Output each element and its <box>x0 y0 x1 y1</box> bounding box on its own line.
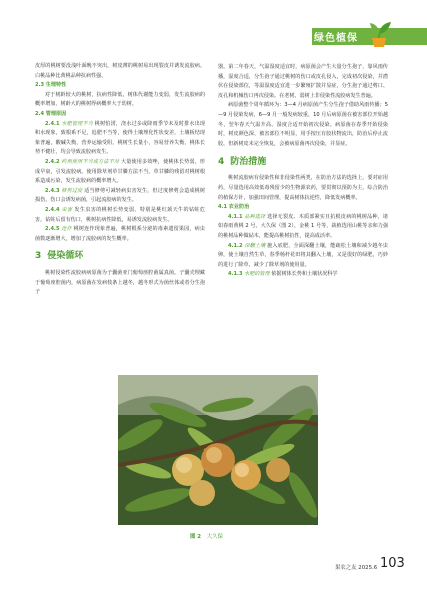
subsection-number: 2.4.5 <box>45 226 60 233</box>
heading-3 <box>35 248 205 266</box>
page-number: 103 <box>380 556 405 571</box>
subsection-number: 2.4.1 <box>45 120 60 127</box>
heading-4-title: 防治措施 <box>230 156 267 167</box>
subsection-title: 水肥的管理 <box>244 271 270 278</box>
paragraph-2-4-2 <box>35 158 205 187</box>
figure-label: 图 2 <box>190 534 202 540</box>
figure-caption <box>190 532 223 540</box>
subsection-text: 依据树体长势和土壤状况科学 <box>271 271 338 278</box>
subsection-text: 选择无裂皮、木质部紧实且抗根皮病的桃树品种，诸如春雨黄桃 2 号、大久保（图 2）、金桃 1 号等，栽植选用山桃等亲和力强的桃树品种做砧木，能提高桃树抗性，提高成活率。 <box>218 213 388 239</box>
heading-4 <box>218 153 388 171</box>
subsection-title: 虫害 <box>61 206 73 213</box>
paragraph-4-1-2 <box>218 242 388 271</box>
heading-4-1: 4.1 农业防治 <box>218 204 250 211</box>
subsection-text: 桃树连作现象普遍，桃树根系分泌的毒素遗留果园，病虫菌数逐渐增大，增加了流胶病的发生概率。 <box>35 226 205 242</box>
peach-photo <box>118 375 318 525</box>
heading-2-3: 2.3 生理特性 <box>35 82 67 89</box>
heading-2-4: 2.4 管理原因 <box>35 110 67 117</box>
intro-paragraph: 皮厚的桃树要没浅叶面晚不突出，树皮薄的桃树易出现裂皮并诱发流胶病。白桃品种比黄桃品种抗病性强。 <box>35 63 205 79</box>
paragraph-2-4-1 <box>35 120 205 158</box>
subsection-title: 深翻土壤 <box>244 242 266 249</box>
subsection-number: 4.1.1 <box>228 213 243 220</box>
subsection-title: 品种选择 <box>244 213 266 220</box>
subsection-number: 2.4.4 <box>45 206 60 213</box>
subsection-text: 桃树怕涝，浇水过多或降雨季节未及时排水出现积水现象，致根系不足，追肥不当等，使得土壤理化性状变差，土壤板结现象普遍，酸碱失衡，营养运输受阻，桃树生长量小，容易营养失衡，桃体长势不健壮，均会导致流胶病发生。 <box>35 120 205 156</box>
heading-3-title: 侵染循环 <box>47 251 84 262</box>
heading-3-number: 3 <box>35 251 42 262</box>
paragraph-4-1-3 <box>218 270 388 280</box>
paragraph-4: 桃树流胶病有侵染性和非侵染性两类，在防治方法的选择上，要对症用药，尽量选用高效低毒残留少的生物源农药，要贯彻以预防为主，综合防治的植保方针，加强田间管理，提高树体抗逆性，降低发病概率。 <box>218 175 388 201</box>
paragraph-cycle: 病原菌整个周年循环为：3—4 月病原菌产生分生孢子借助风雨传播；5—9 月侵染发病，6—9 月一般发病较重，10 月后病原菌在被害部位开始越冬，翌年春天气温升高、湿度合适开始初次侵染。病原菌在春季开始侵染时，树皮颜色深，被害部位不明显，用手按压有胶状物流出，防治后停止流胶，但新树皮未完全恢复，会被病原菌再次侵染，并显症。 <box>218 102 388 147</box>
right-column <box>218 63 388 280</box>
subsection-title: 连作 <box>61 226 72 233</box>
left-column <box>35 62 205 298</box>
subsection-number: 2.4.2 <box>45 158 60 165</box>
paragraph-2-4-5 <box>35 225 205 244</box>
paragraph-2-4-4 <box>35 206 205 225</box>
subsection-text: 发生虫害的桃树长势变弱，特别是桃红颈天牛的钻蛀危害，钻蛀后留有伤口，桃树抗病性降低，易诱发流胶病发生。 <box>35 206 205 223</box>
seedling-pot-icon <box>362 18 396 48</box>
paragraph-2-4-3 <box>35 187 205 206</box>
subsection-text: 适当修剪可减轻病虫害发生，但过度修剪会造成桃树损伤，伤口会诱发病菌，引起流胶病的发生。 <box>35 187 205 204</box>
paragraph-4-1-1 <box>218 213 388 242</box>
subsection-text: 大量使用多效唑，使桃体长势弱，形成早衰，引发流胶病。使用除草剂草甘膦方法不当，草甘膦的残留对桃树根系造成污染，发生流胶病的概率增大。 <box>35 158 205 185</box>
subsection-title: 药剂使用不当或方法不对 <box>61 158 120 165</box>
section-title: 绿色植保 <box>314 33 358 44</box>
subsection-number: 4.1.3 <box>228 271 243 278</box>
figure-caption-text: 大久保 <box>206 534 223 540</box>
paragraph-3: 桃树侵染性流胶病病原菌为子囊菌亚门葡萄座腔菌属真菌。子囊壳埋藏于葡萄座腔菌内，病原菌在发病枝条上越冬，越冬形式为菌丝体或者分生孢子 <box>35 270 205 296</box>
paragraph-2-3: 对于树龄较大的桃树，抗病性降低，树体代谢能力变弱，发生流胶病的概率增加，树龄大的桃树得病概率大于幼树。 <box>35 91 205 108</box>
heading-4-number: 4 <box>218 156 225 167</box>
paragraph-continued: 器。第二年春天，气温湿度适宜时，病原菌会产生大量分生孢子，靠风雨传播，湿度合适，分生孢子通过桃树的伤口或皮孔侵入，完成初次侵染，并潜伏在侵染部位，等温湿度适宜进一步繁殖扩散并显症，分生孢子通过剪口、皮孔和机械伤口再次侵染。在老树、弱树上非侵染性流胶病发生普遍。 <box>218 64 388 99</box>
subsection-text: 施入底肥，全面深翻土壤，能疏松土壤和减少越冬虫卵，使土壤自然生草，春季杨杆花田将其翻入土壤，又是很好的绿肥，巧妙的进行了除草，减少了除草剂的使用量。 <box>218 242 388 268</box>
subsection-number: 2.4.3 <box>45 187 60 194</box>
magazine-issue: 果农之友 2025.6 <box>335 565 378 571</box>
subsection-title: 水肥管理不当 <box>61 120 93 127</box>
subsection-number: 4.1.2 <box>228 242 243 249</box>
subsection-title: 修剪过度 <box>61 187 83 194</box>
